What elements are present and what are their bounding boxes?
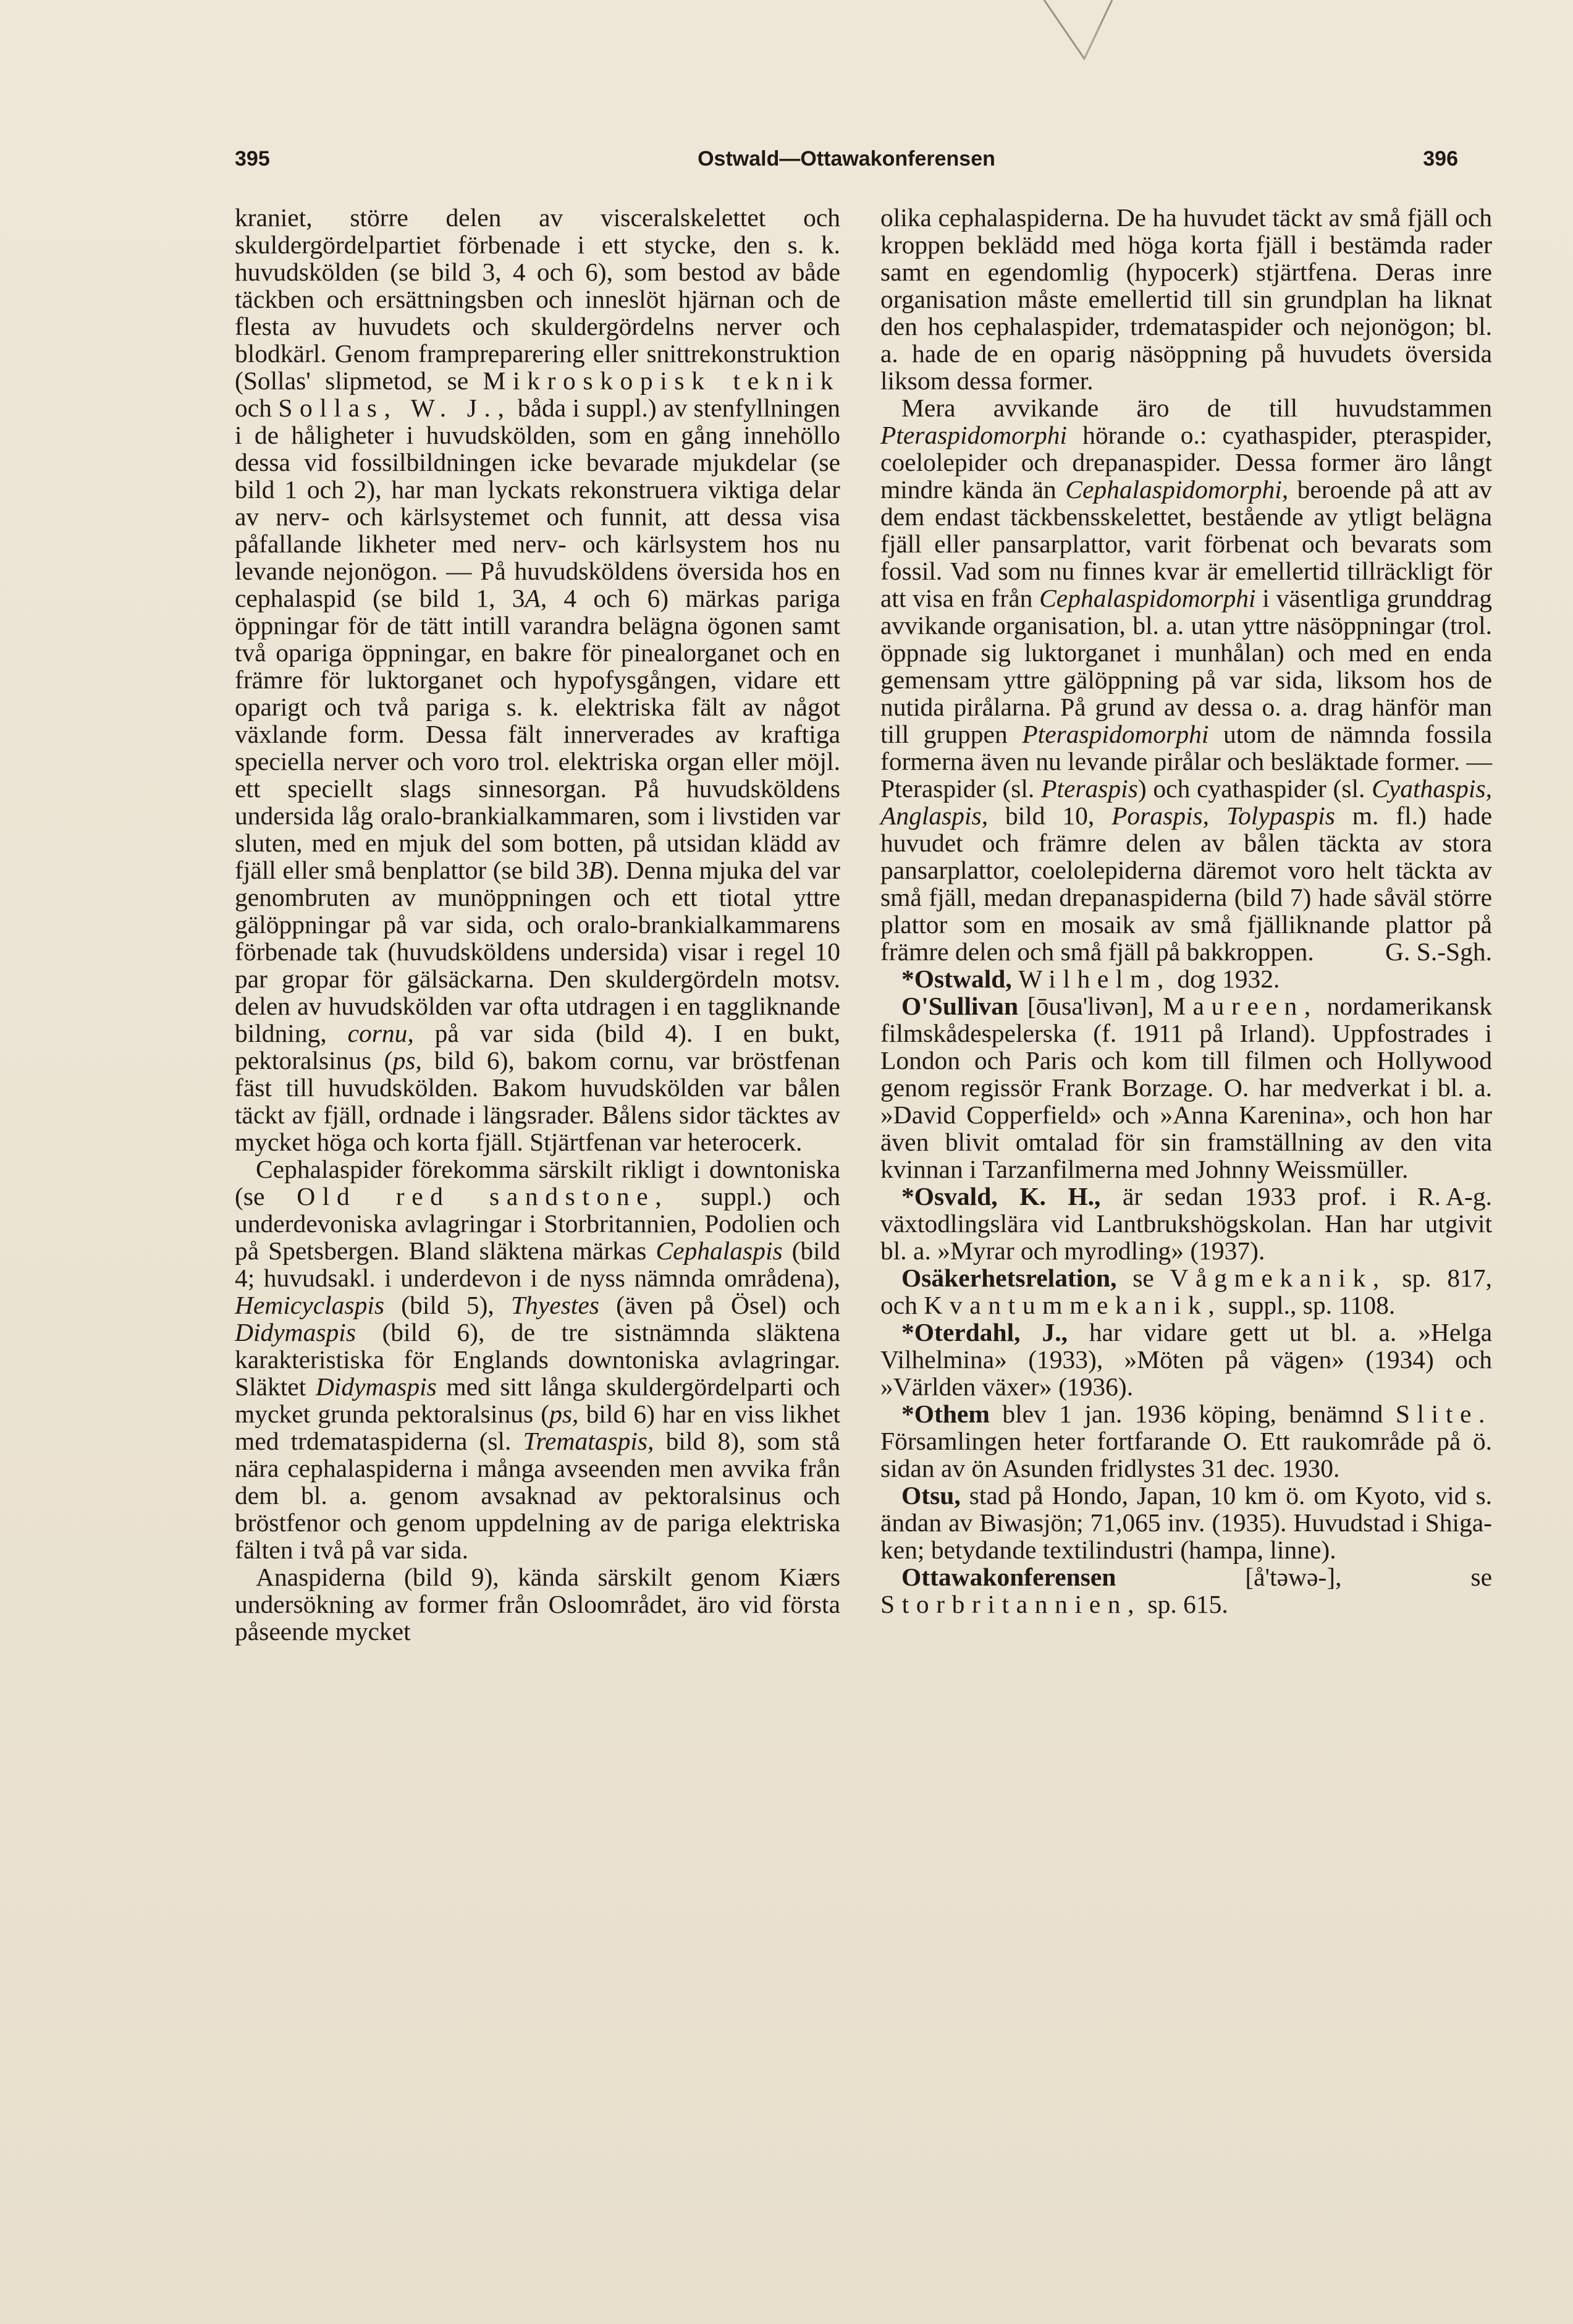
header-title: Ostwald—Ottawakonferensen	[698, 147, 995, 171]
paragraph: olika cephalaspiderna. De ha huvudet täckt av små fjäll och kroppen beklädd med höga korta fjäll i bestämda rader samt en egendomlig (hypocerk) stjärtfena. Deras inre organisation måste emellertid till sin grundplan ha liknat den hos cephalaspider, trdemataspider och nejonögon; bl. a. hade de en oparig näsöppning på huvudets översida liksom dessa former.	[880, 203, 1492, 395]
entry-osullivan: O'Sullivan [ōusa'livən], Maureen, nordamerikansk filmskådespelerska (f. 1911 på Irland). Uppfostrades i London och Paris och kom till filmen och Hollywood genom regissör Frank Borzage. O. har medverkat i bl. a. »David Copperfield» och »Anna Karenina», och hon har även blivit omtalad för sin framställning av den vita kvinnan i Tarzanfilmerna med Johnny Weissmüller. R. A-g.	[880, 992, 1492, 1211]
paragraph: kraniet, större delen av visceralskelettet och skuldergördelpartiet förbenade i ett stycke, den s. k. huvudskölden (se bild 3, 4 och 6), som bestod av både täckben och ersättningsben och inneslöt hjärnan och de flesta av huvudets och skuldergördelns nerver och blodkärl. Genom frampreparering eller snittrekonstruktion (Sollas' slipmetod, se Mikroskopisk teknik och Sollas, W. J., båda i suppl.) av stenfyllningen i de håligheter i huvudskölden, som en gång innehöllo dessa vid fossilbildningen icke bevarade mjukdelar (se bild 1 och 2), har man lyckats rekonstruera viktiga delar av nerv- och kärlsystemet och funnit, att dessa visa påfallande likheter med nerv- och kärlsystem hos nu levande nejonögon. — På huvudsköldens översida hos en cephalaspid (se bild 1, 3A, 4 och 6) märkas pariga öppningar för de tätt intill varandra belägna ögonen samt två opariga öppningar, en bakre för pinealorganet och en främre för luktorganet och hypofysgången, vidare ett oparigt och två pariga s. k. elektriska fält av något växlande form. Dessa fält innerverades av kraftiga speciella nerver och voro trol. elektriska organ eller möjl. ett speciellt slags sinnesorgan. På huvudsköldens undersida låg oralo-brankialkammaren, som i livstiden var sluten, med en mjuk del som botten, på utsidan klädd av fjäll eller små benplattor (se bild 3B). Denna mjuka del var genombruten av munöppningen och ett tiotal yttre gälöppningar på var sida, och oralo-brankialkammarens förbenade tak (huvudsköldens undersida) visar i regel 10 par gropar för gälsäckarna. Den skuldergördeln motsv. delen av huvudskölden var ofta utdragen i en taggliknande bildning, cornu, på var sida (bild 4). I en bukt, pektoralsinus (ps, bild 6), bakom cornu, var bröstfenan fäst till huvudskölden. Bakom huvudskölden var bålen täckt av fjäll, ordnade i längsrader. Bålens sidor täcktes av mycket höga och korta fjäll. Stjärtfenan var heterocerk.	[235, 203, 841, 1156]
entry-osvald: *Osvald, K. H., är sedan 1933 prof. i växtodlingslära vid Lantbrukshögskolan. Han har utgivit bl. a. »Myrar och myrodling» (1937).	[880, 1182, 1492, 1265]
entry-otsu: Otsu, stad på Hondo, Japan, 10 km ö. om Kyoto, vid s. ändan av Biwasjön; 71,065 inv. (1935). Huvudstad i Shiga-ken; betydande textilindustri (hampa, linne).	[880, 1481, 1492, 1564]
column-right	[880, 204, 1492, 1618]
entry-ostwald: *Ostwald, Wilhelm, dog 1932.	[901, 965, 1280, 993]
entry-osakerhetsrelation: Osäkerhetsrelation, se Vågmekanik, sp. 817, och Kvantummekanik, suppl., sp. 1108.	[880, 1264, 1492, 1319]
entry-ottawakonferensen: Ottawakonferensen [å'təwə-], se Storbritannien, sp. 615.	[880, 1563, 1492, 1618]
page-number-left: 395	[235, 147, 270, 171]
entry-oterdahl: *Oterdahl, J., har vidare gett ut bl. a. »Helga Vilhelmina» (1933), »Möten på vägen» (1934) och »Världen växer» (1936).	[880, 1318, 1492, 1401]
author-signature: R. A-g.	[1417, 1182, 1492, 1211]
running-header	[235, 147, 1458, 184]
entry-othem: *Othem blev 1 jan. 1936 köping, benämnd Slite. Församlingen heter fortfarande O. Ett raukområde på ö. sidan av ön Asunden fridlystes 31 dec. 1930.	[880, 1400, 1492, 1482]
author-signature: G. S.-Sgh.	[1385, 937, 1492, 966]
paper-fold-mark	[1026, 0, 1124, 68]
column-left	[235, 204, 840, 1645]
page-number-right: 396	[1423, 147, 1458, 171]
paragraph: Anaspiderna (bild 9), kända särskilt genom Kiærs undersökning av former från Osloområdet, äro vid första påseende mycket	[235, 1563, 840, 1646]
paragraph: Cephalaspider förekomma särskilt rikligt i downtoniska (se Old red sandstone, suppl.) och underdevoniska avlagringar i Storbritannien, Podolien och på Spetsbergen. Bland släktena märkas Cephalaspis (bild 4; huvudsakl. i underdevon i de nyss nämnda områdena), Hemicyclaspis (bild 5), Thyestes (även på Ösel) och Didymaspis (bild 6), de tre sistnämnda släktena karakteristiska för Englands downtoniska avlagringar. Släktet Didymaspis med sitt långa skuldergördelparti och mycket grunda pektoralsinus (ps, bild 6) har en viss likhet med trdemataspiderna (sl. Tremataspis, bild 8), som stå nära cephalaspiderna i många avseenden men avvika från dem bl. a. genom avsaknad av pektoralsinus och bröstfenor och genom uppdelning av de pariga elektriska fälten i två på var sida.	[235, 1155, 841, 1564]
paragraph: Mera avvikande äro de till huvudstammen Pteraspidomorphi hörande o.: cyathaspider, pteraspider, coelolepider och drepanaspider. Dessa former äro långt mindre kända än Cephalaspidomorphi, beroende på att av dem endast täckbensskelettet, bestående av ytligt belägna fjäll eller pansarplattor, varit förbenat och bevarats som fossil. Vad som nu finnes kvar är emellertid tillräckligt för att visa en från Cephalaspidomorphi i väsentliga grunddrag avvikande organisation, bl. a. utan yttre näsöppningar (trol. öppnade sig luktorganet i munhålan) och med en enda gemensam yttre gälöppning på var sida, liksom hos de nutida pirålarna. På grund av dessa o. a. drag hänför man till gruppen Pteraspidomorphi utom de nämnda fossila formerna även nu levande pirålar och besläktade former. — Pteraspider (sl. Pteraspis) och cyathaspider (sl. Cyathaspis, Anglaspis, bild 10, Poraspis, Tolypaspis m. fl.) hade huvudet och främre delen av bålen täckta av stora pansarplattor, coelolepiderna däremot voro helt täckta av små fjäll, medan drepanaspiderna (bild 7) hade såväl större plattor som en mosaik av små fjälliknande plattor på främre delen och små fjäll på bakkroppen. G. S.-Sgh.	[880, 394, 1493, 966]
